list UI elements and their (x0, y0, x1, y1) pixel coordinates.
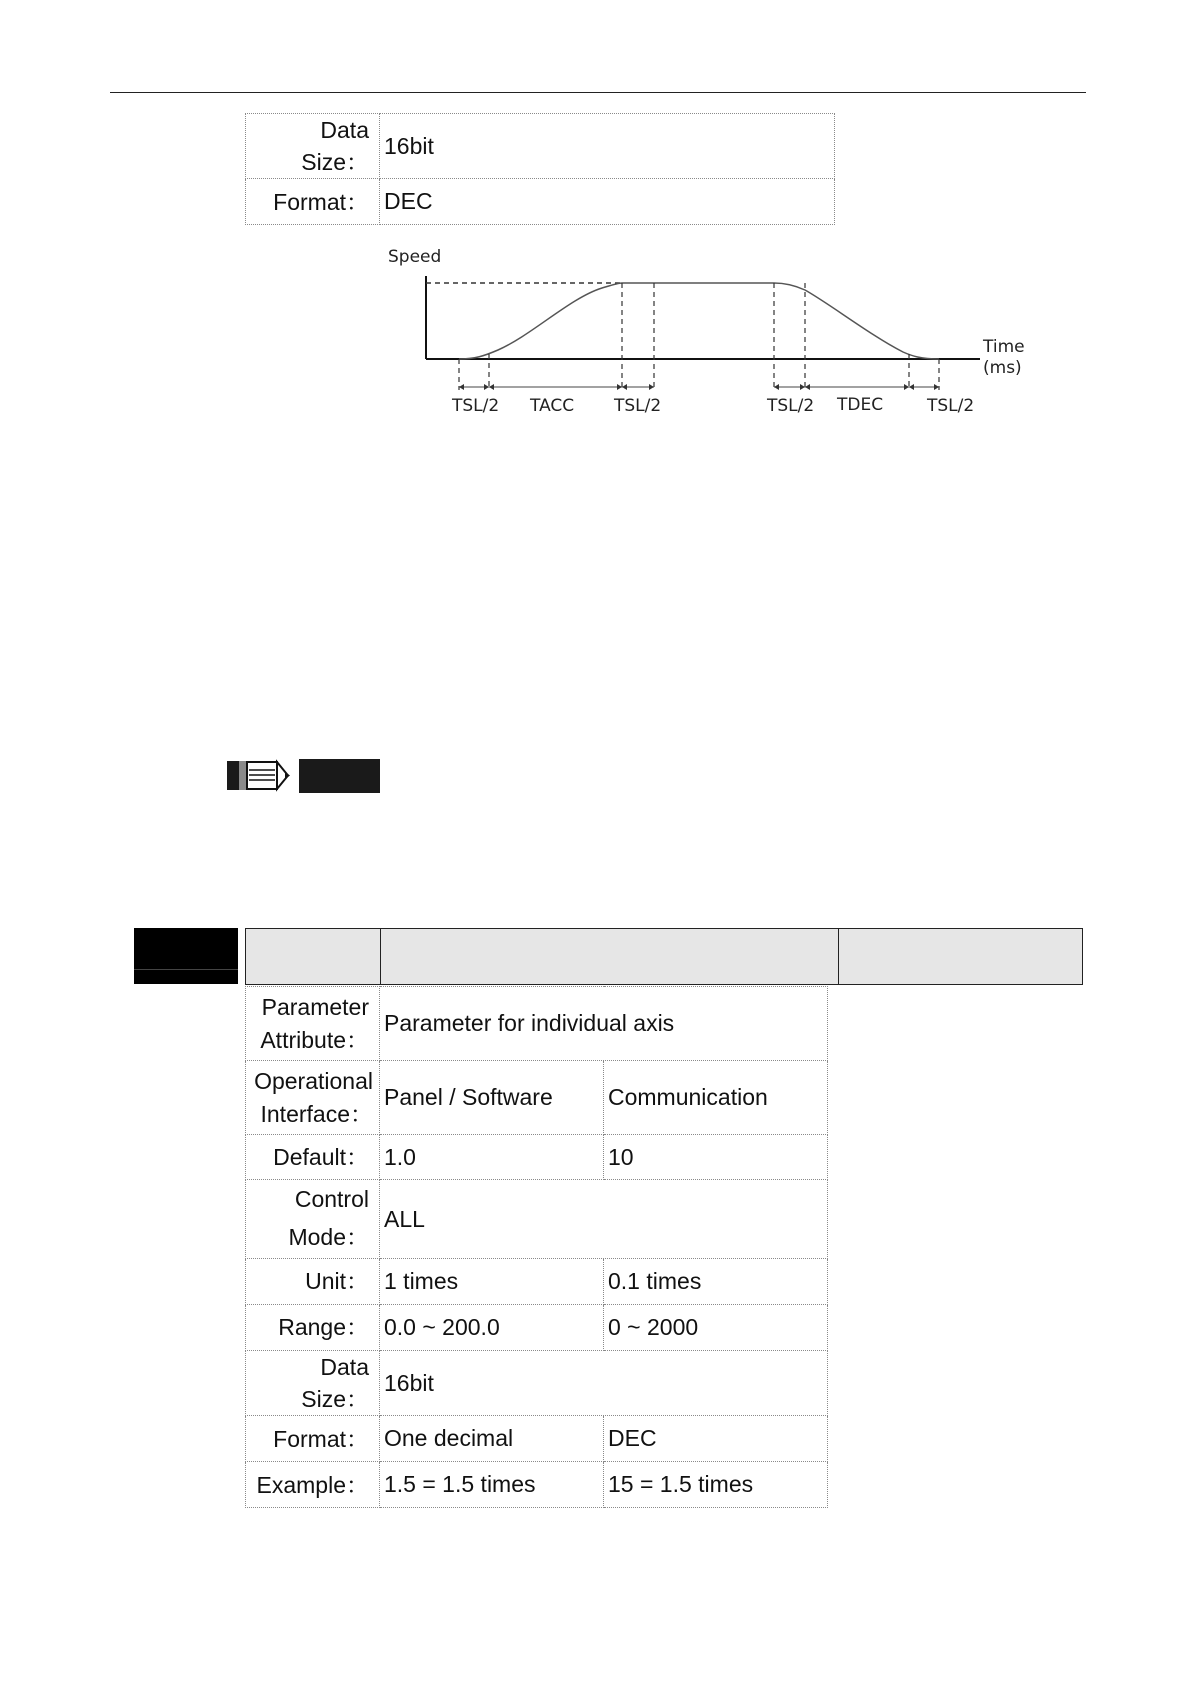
table-row (246, 114, 835, 179)
control-mode-value: ALL (380, 1180, 828, 1259)
data-size-label: Data Size： (246, 114, 380, 179)
parameter-table (245, 986, 828, 1508)
example-comm: 15 = 1.5 times (604, 1462, 828, 1508)
table-row (246, 1351, 828, 1416)
table-row (246, 1135, 828, 1180)
label-line: Operational (254, 1068, 373, 1095)
data-size-value: 16bit (380, 114, 835, 179)
label-line: Control (294, 1186, 369, 1213)
label-line: Parameter (261, 994, 369, 1021)
table-row (246, 987, 828, 1061)
label-line: Attribute： (260, 1026, 369, 1053)
data-size-value: 16bit (380, 1351, 828, 1416)
header-cell (380, 929, 839, 984)
interface-panel: Panel / Software (380, 1061, 604, 1135)
unit-comm: 0.1 times (604, 1259, 828, 1305)
segment-label: TSL/2 (927, 396, 975, 416)
default-label: Default： (246, 1135, 380, 1180)
data-format-table (245, 113, 835, 225)
note-pen-icon (226, 758, 382, 794)
default-panel: 1.0 (380, 1135, 604, 1180)
table-row (246, 1061, 828, 1135)
label-line: Interface： (260, 1100, 373, 1127)
segment-label: TACC (530, 396, 575, 416)
format-value: DEC (380, 179, 835, 225)
format-label: Format： (246, 179, 380, 225)
segment-label: TSL/2 (767, 396, 815, 416)
attribute-value: Parameter for individual axis (380, 987, 828, 1061)
segment-label: TSL/2 (614, 396, 662, 416)
table-row (246, 1305, 828, 1351)
example-panel: 1.5 = 1.5 times (380, 1462, 604, 1508)
data-size-label: Data Size： (246, 1351, 380, 1416)
label-line: Mode： (288, 1224, 369, 1250)
example-label: Example： (246, 1462, 380, 1508)
format-comm: DEC (604, 1416, 828, 1462)
speed-axis-label: Speed (388, 247, 442, 267)
control-mode-label (246, 1180, 380, 1259)
time-unit-label: (ms) (983, 358, 1022, 378)
unit-label: Unit： (246, 1259, 380, 1305)
segment-label: TDEC (837, 395, 884, 415)
table-row (246, 1416, 828, 1462)
s-curve (459, 283, 939, 359)
interface-comm: Communication (604, 1061, 828, 1135)
unit-panel: 1 times (380, 1259, 604, 1305)
format-label: Format： (246, 1416, 380, 1462)
time-axis-label: Time (983, 337, 1025, 357)
range-comm: 0 ~ 2000 (604, 1305, 828, 1351)
table-row (246, 179, 835, 225)
header-cell (246, 929, 381, 984)
parameter-code-block (134, 928, 238, 984)
default-comm: 10 (604, 1135, 828, 1180)
format-panel: One decimal (380, 1416, 604, 1462)
header-rule (110, 92, 1086, 93)
table-row (246, 1462, 828, 1508)
table-row (246, 1180, 828, 1259)
range-panel: 0.0 ~ 200.0 (380, 1305, 604, 1351)
table-row (246, 1259, 828, 1305)
attribute-label (246, 987, 380, 1061)
parameter-header-bar (245, 928, 1083, 985)
phase-markers (459, 283, 939, 390)
range-label: Range： (246, 1305, 380, 1351)
speed-time-figure (380, 240, 1030, 420)
interface-label (246, 1061, 380, 1135)
segment-label: TSL/2 (452, 396, 500, 416)
